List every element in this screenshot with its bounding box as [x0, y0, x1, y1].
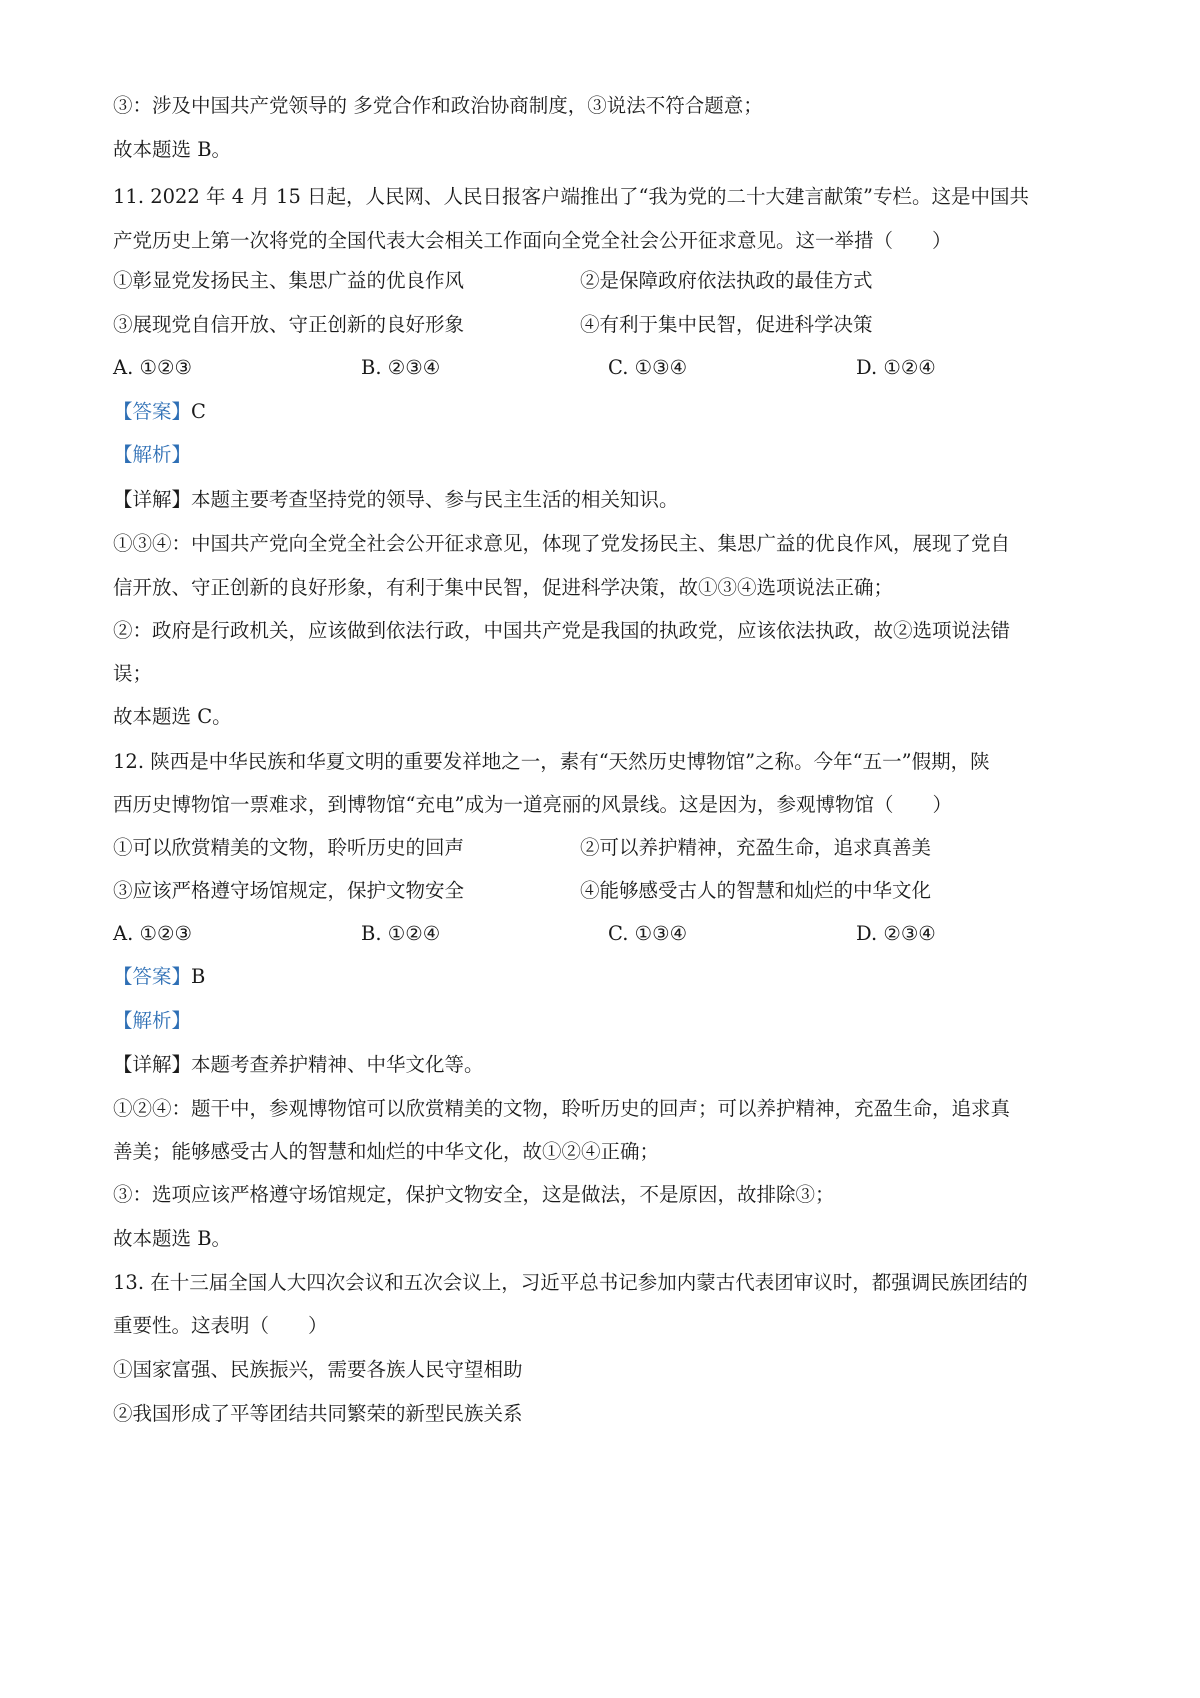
option-a: A. ①②③ — [113, 922, 192, 945]
option-d: D. ②③④ — [856, 922, 936, 945]
question-11-statements-row — [0, 311, 1200, 339]
statement: ②可以养护精神，充盈生命，追求真善美 — [580, 836, 932, 859]
statement: ①可以欣赏精美的文物，聆听历史的回声 — [113, 836, 465, 859]
question-11-statements-row — [0, 267, 1200, 295]
explanation-line: 误； — [113, 662, 153, 685]
statement: ②我国形成了平等团结共同繁荣的新型民族关系 — [113, 1402, 523, 1425]
option-c: C. ①③④ — [608, 356, 688, 379]
explanation-line: ①③④：中国共产党向全党全社会公开征求意见，体现了党发扬民主、集思广益的优良作风，展现了党自 — [113, 532, 1011, 555]
option-b: B. ①②④ — [361, 922, 441, 945]
option-a: A. ①②③ — [113, 356, 192, 379]
question-13-stem: 13. 在十三届全国人大四次会议和五次会议上，习近平总书记参加内蒙古代表团审议时，都强调民族团结的 — [113, 1271, 1028, 1294]
question-12-stem: 西历史博物馆一票难求，到博物馆“充电”成为一道亮丽的风景线。这是因为，参观博物馆（ ） — [113, 793, 952, 816]
explanation-line: 善美；能够感受古人的智慧和灿烂的中华文化，故①②④正确； — [113, 1140, 660, 1163]
explanation-line: ③：选项应该严格遵守场馆规定，保护文物安全，这是做法，不是原因，故排除③； — [113, 1183, 835, 1206]
answer-line — [113, 963, 205, 991]
question-11-stem: 产党历史上第一次将党的全国代表大会相关工作面向全党全社会公开征求意见。这一举措（ ） — [113, 229, 952, 252]
answer-value: C — [191, 400, 206, 423]
option-b: B. ②③④ — [361, 356, 441, 379]
question-11-options — [0, 354, 1200, 382]
statement: ①彰显党发扬民主、集思广益的优良作风 — [113, 269, 465, 292]
final-answer-line: 故本题选 B。 — [113, 1227, 232, 1250]
analysis-line — [113, 441, 191, 469]
question-12-stem: 12. 陕西是中华民族和华夏文明的重要发祥地之一，素有“天然历史博物馆”之称。今年“五一”假期，陕 — [113, 750, 990, 773]
detail-line: 【详解】本题主要考查坚持党的领导、参与民主生活的相关知识。 — [113, 488, 679, 511]
explanation-line: 信开放、守正创新的良好形象，有利于集中民智，促进科学决策，故①③④选项说法正确； — [113, 576, 894, 599]
statement: ①国家富强、民族振兴，需要各族人民守望相助 — [113, 1358, 523, 1381]
explanation-line: ②：政府是行政机关，应该做到依法行政，中国共产党是我国的执政党，应该依法执政，故②选项说法错 — [113, 619, 1011, 642]
statement: ④能够感受古人的智慧和灿烂的中华文化 — [580, 879, 932, 902]
question-11-stem: 11. 2022 年 4 月 15 日起，人民网、人民日报客户端推出了“我为党的二十大建言献策”专栏。这是中国共 — [113, 185, 1029, 208]
answer-value: B — [191, 965, 206, 988]
question-12-statements-row — [0, 877, 1200, 905]
statement: ②是保障政府依法执政的最佳方式 — [580, 269, 873, 292]
text-line: 故本题选 B。 — [113, 138, 232, 161]
analysis-tag: 【解析】 — [113, 443, 192, 466]
final-answer-line: 故本题选 C。 — [113, 705, 232, 728]
answer-tag: 【答案】 — [113, 965, 192, 988]
statement: ③展现党自信开放、守正创新的良好形象 — [113, 313, 465, 336]
explanation-line: ①②④：题干中，参观博物馆可以欣赏精美的文物，聆听历史的回声；可以养护精神，充盈生命，追求真 — [113, 1097, 1011, 1120]
answer-line — [113, 398, 206, 426]
question-12-statements-row — [0, 834, 1200, 862]
question-13-stem: 重要性。这表明（ ） — [113, 1314, 328, 1337]
option-d: D. ①②④ — [856, 356, 936, 379]
analysis-line — [113, 1007, 191, 1035]
statement: ③应该严格遵守场馆规定，保护文物安全 — [113, 879, 465, 902]
analysis-tag: 【解析】 — [113, 1009, 192, 1032]
answer-tag: 【答案】 — [113, 400, 192, 423]
detail-line: 【详解】本题考查养护精神、中华文化等。 — [113, 1053, 484, 1076]
statement: ④有利于集中民智，促进科学决策 — [580, 313, 873, 336]
text-line: ③：涉及中国共产党领导的 多党合作和政治协商制度，③说法不符合题意； — [113, 94, 763, 117]
option-c: C. ①③④ — [608, 922, 688, 945]
question-12-options — [0, 920, 1200, 948]
